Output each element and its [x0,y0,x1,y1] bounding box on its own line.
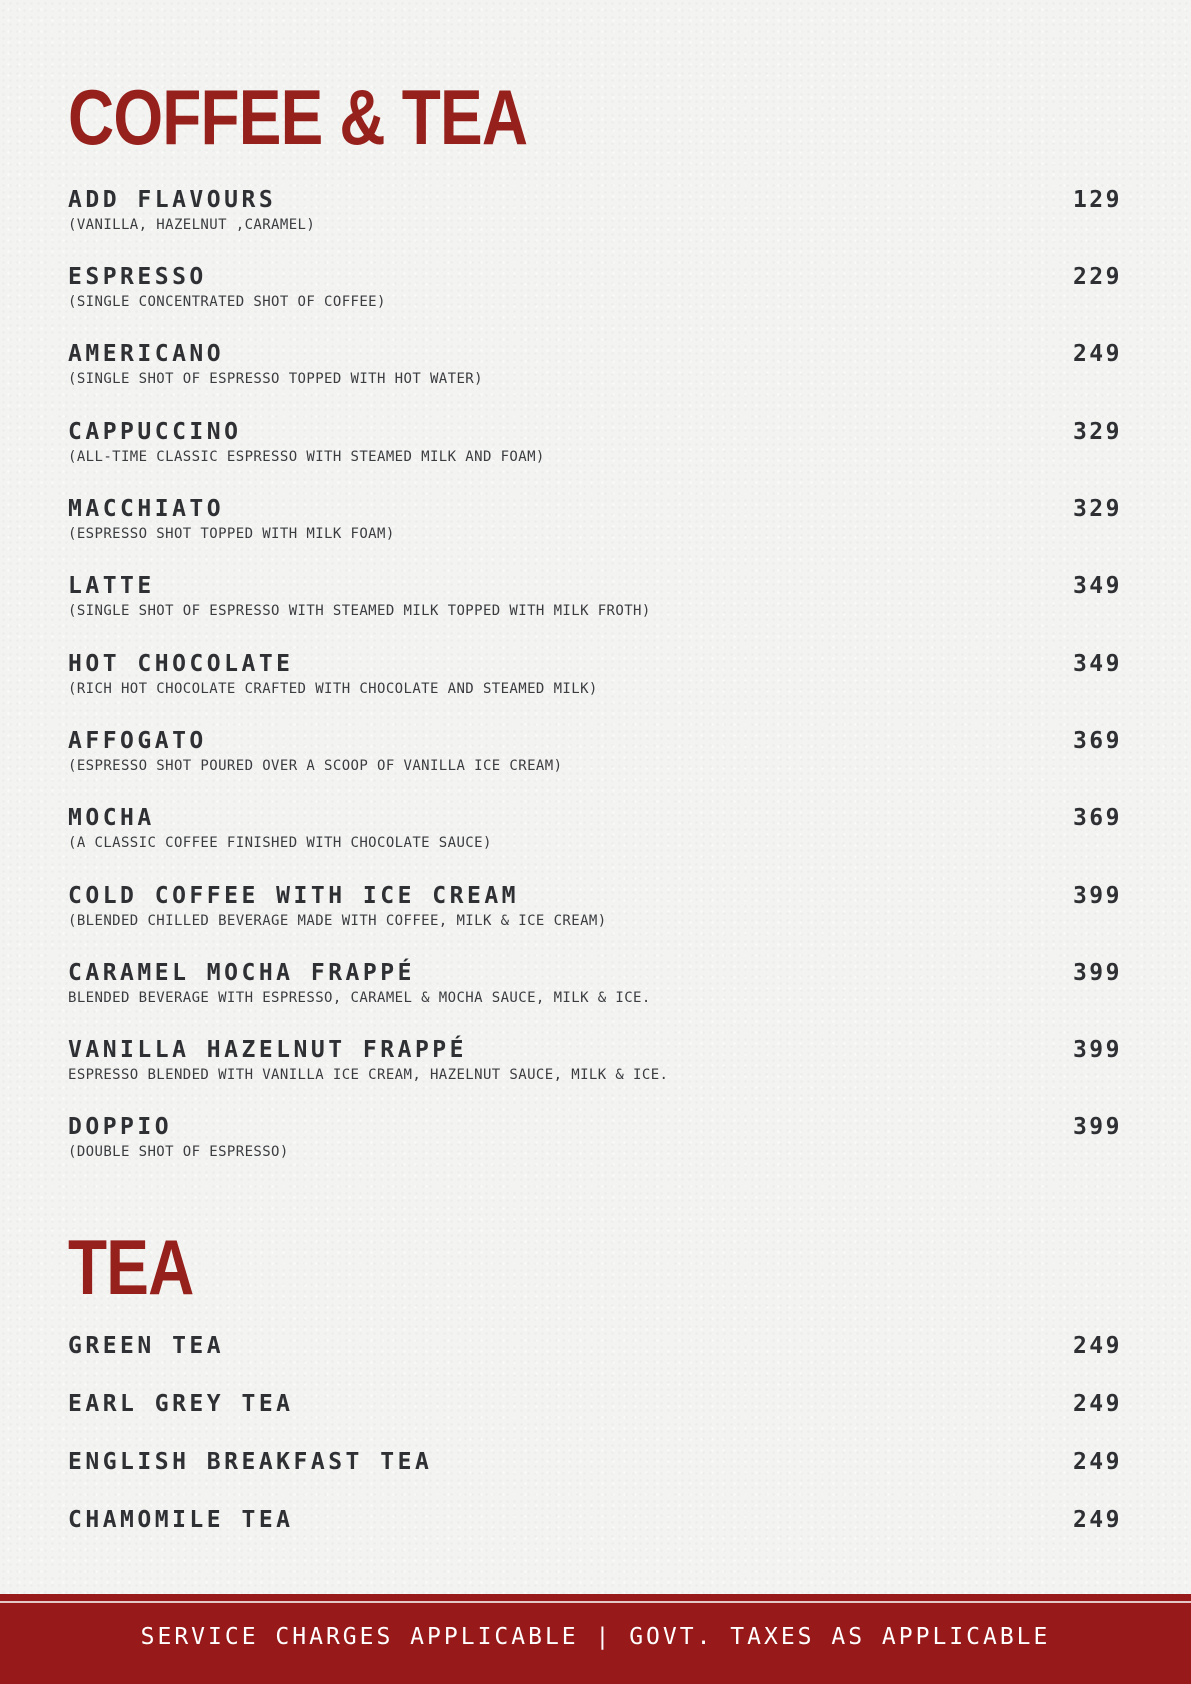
menu-item-doppio [68,1113,1122,1161]
footer-note: SERVICE CHARGES APPLICABLE | GOVT. TAXES AS APPLICABLE [140,1624,1051,1650]
item-price: 329 [1072,419,1122,445]
menu-item-green-tea [68,1332,1122,1360]
coffee-section-title: COFFEE & TEA [68,73,528,161]
item-description: ESPRESSO BLENDED WITH VANILLA ICE CREAM, HAZELNUT SAUCE, MILK & ICE. [68,1067,669,1083]
item-price: 399 [1072,1037,1122,1063]
menu-item-hot-chocolate [68,650,1122,698]
menu-item-cold-coffee [68,882,1122,930]
item-price: 249 [1072,1507,1122,1533]
item-price: 329 [1072,496,1122,522]
item-description: (SINGLE SHOT OF ESPRESSO TOPPED WITH HOT WATER) [68,371,483,387]
item-price: 249 [1072,341,1122,367]
item-name: CHAMOMILE TEA [68,1507,294,1533]
menu-item-americano [68,340,1122,388]
footer-divider [0,1601,1191,1603]
menu-item-mocha [68,804,1122,852]
item-price: 399 [1072,883,1122,909]
menu-item-vanilla-hazelnut-frappe [68,1036,1122,1084]
item-description: (VANILLA, HAZELNUT ,CARAMEL) [68,217,316,233]
tea-section-title: TEA [68,1223,194,1311]
item-price: 349 [1072,651,1122,677]
item-name: AFFOGATO [68,728,207,754]
item-price: 229 [1072,264,1122,290]
item-name: VANILLA HAZELNUT FRAPPÉ [68,1037,467,1063]
menu-item-english-breakfast-tea [68,1448,1122,1476]
menu-item-add-flavours [68,186,1122,234]
item-price: 249 [1072,1449,1122,1475]
item-name: ADD FLAVOURS [68,187,277,213]
item-price: 369 [1072,728,1122,754]
item-price: 249 [1072,1333,1122,1359]
item-name: CARAMEL MOCHA FRAPPÉ [68,960,415,986]
item-name: ENGLISH BREAKFAST TEA [68,1449,433,1475]
item-description: (ESPRESSO SHOT TOPPED WITH MILK FOAM) [68,526,395,542]
item-price: 399 [1072,960,1122,986]
item-price: 369 [1072,805,1122,831]
item-description: BLENDED BEVERAGE WITH ESPRESSO, CARAMEL & MOCHA SAUCE, MILK & ICE. [68,990,651,1006]
item-name: HOT CHOCOLATE [68,651,294,677]
item-description: (BLENDED CHILLED BEVERAGE MADE WITH COFFEE, MILK & ICE CREAM) [68,913,607,929]
menu-item-affogato [68,727,1122,775]
item-price: 129 [1072,187,1122,213]
item-description: (ESPRESSO SHOT POURED OVER A SCOOP OF VANILLA ICE CREAM) [68,758,563,774]
item-description: (A CLASSIC COFFEE FINISHED WITH CHOCOLATE SAUCE) [68,835,492,851]
item-name: GREEN TEA [68,1333,225,1359]
item-name: ESPRESSO [68,264,207,290]
item-name: EARL GREY TEA [68,1391,294,1417]
item-description: (DOUBLE SHOT OF ESPRESSO) [68,1144,289,1160]
item-name: DOPPIO [68,1114,173,1140]
item-description: (SINGLE SHOT OF ESPRESSO WITH STEAMED MILK TOPPED WITH MILK FROTH) [68,603,651,619]
item-description: (SINGLE CONCENTRATED SHOT OF COFFEE) [68,294,386,310]
item-description: (RICH HOT CHOCOLATE CRAFTED WITH CHOCOLATE AND STEAMED MILK) [68,681,598,697]
menu-item-caramel-mocha-frappe [68,959,1122,1007]
menu-item-earl-grey-tea [68,1390,1122,1418]
menu-item-macchiato [68,495,1122,543]
item-name: CAPPUCCINO [68,419,242,445]
item-name: MOCHA [68,805,155,831]
item-name: COLD COFFEE WITH ICE CREAM [68,883,520,909]
menu-item-espresso [68,263,1122,311]
item-name: MACCHIATO [68,496,225,522]
item-price: 349 [1072,573,1122,599]
menu-item-latte [68,572,1122,620]
item-description: (ALL-TIME CLASSIC ESPRESSO WITH STEAMED MILK AND FOAM) [68,449,545,465]
item-price: 249 [1072,1391,1122,1417]
menu-item-chamomile-tea [68,1506,1122,1534]
item-name: LATTE [68,573,155,599]
item-price: 399 [1072,1114,1122,1140]
item-name: AMERICANO [68,341,225,367]
menu-item-cappuccino [68,418,1122,466]
